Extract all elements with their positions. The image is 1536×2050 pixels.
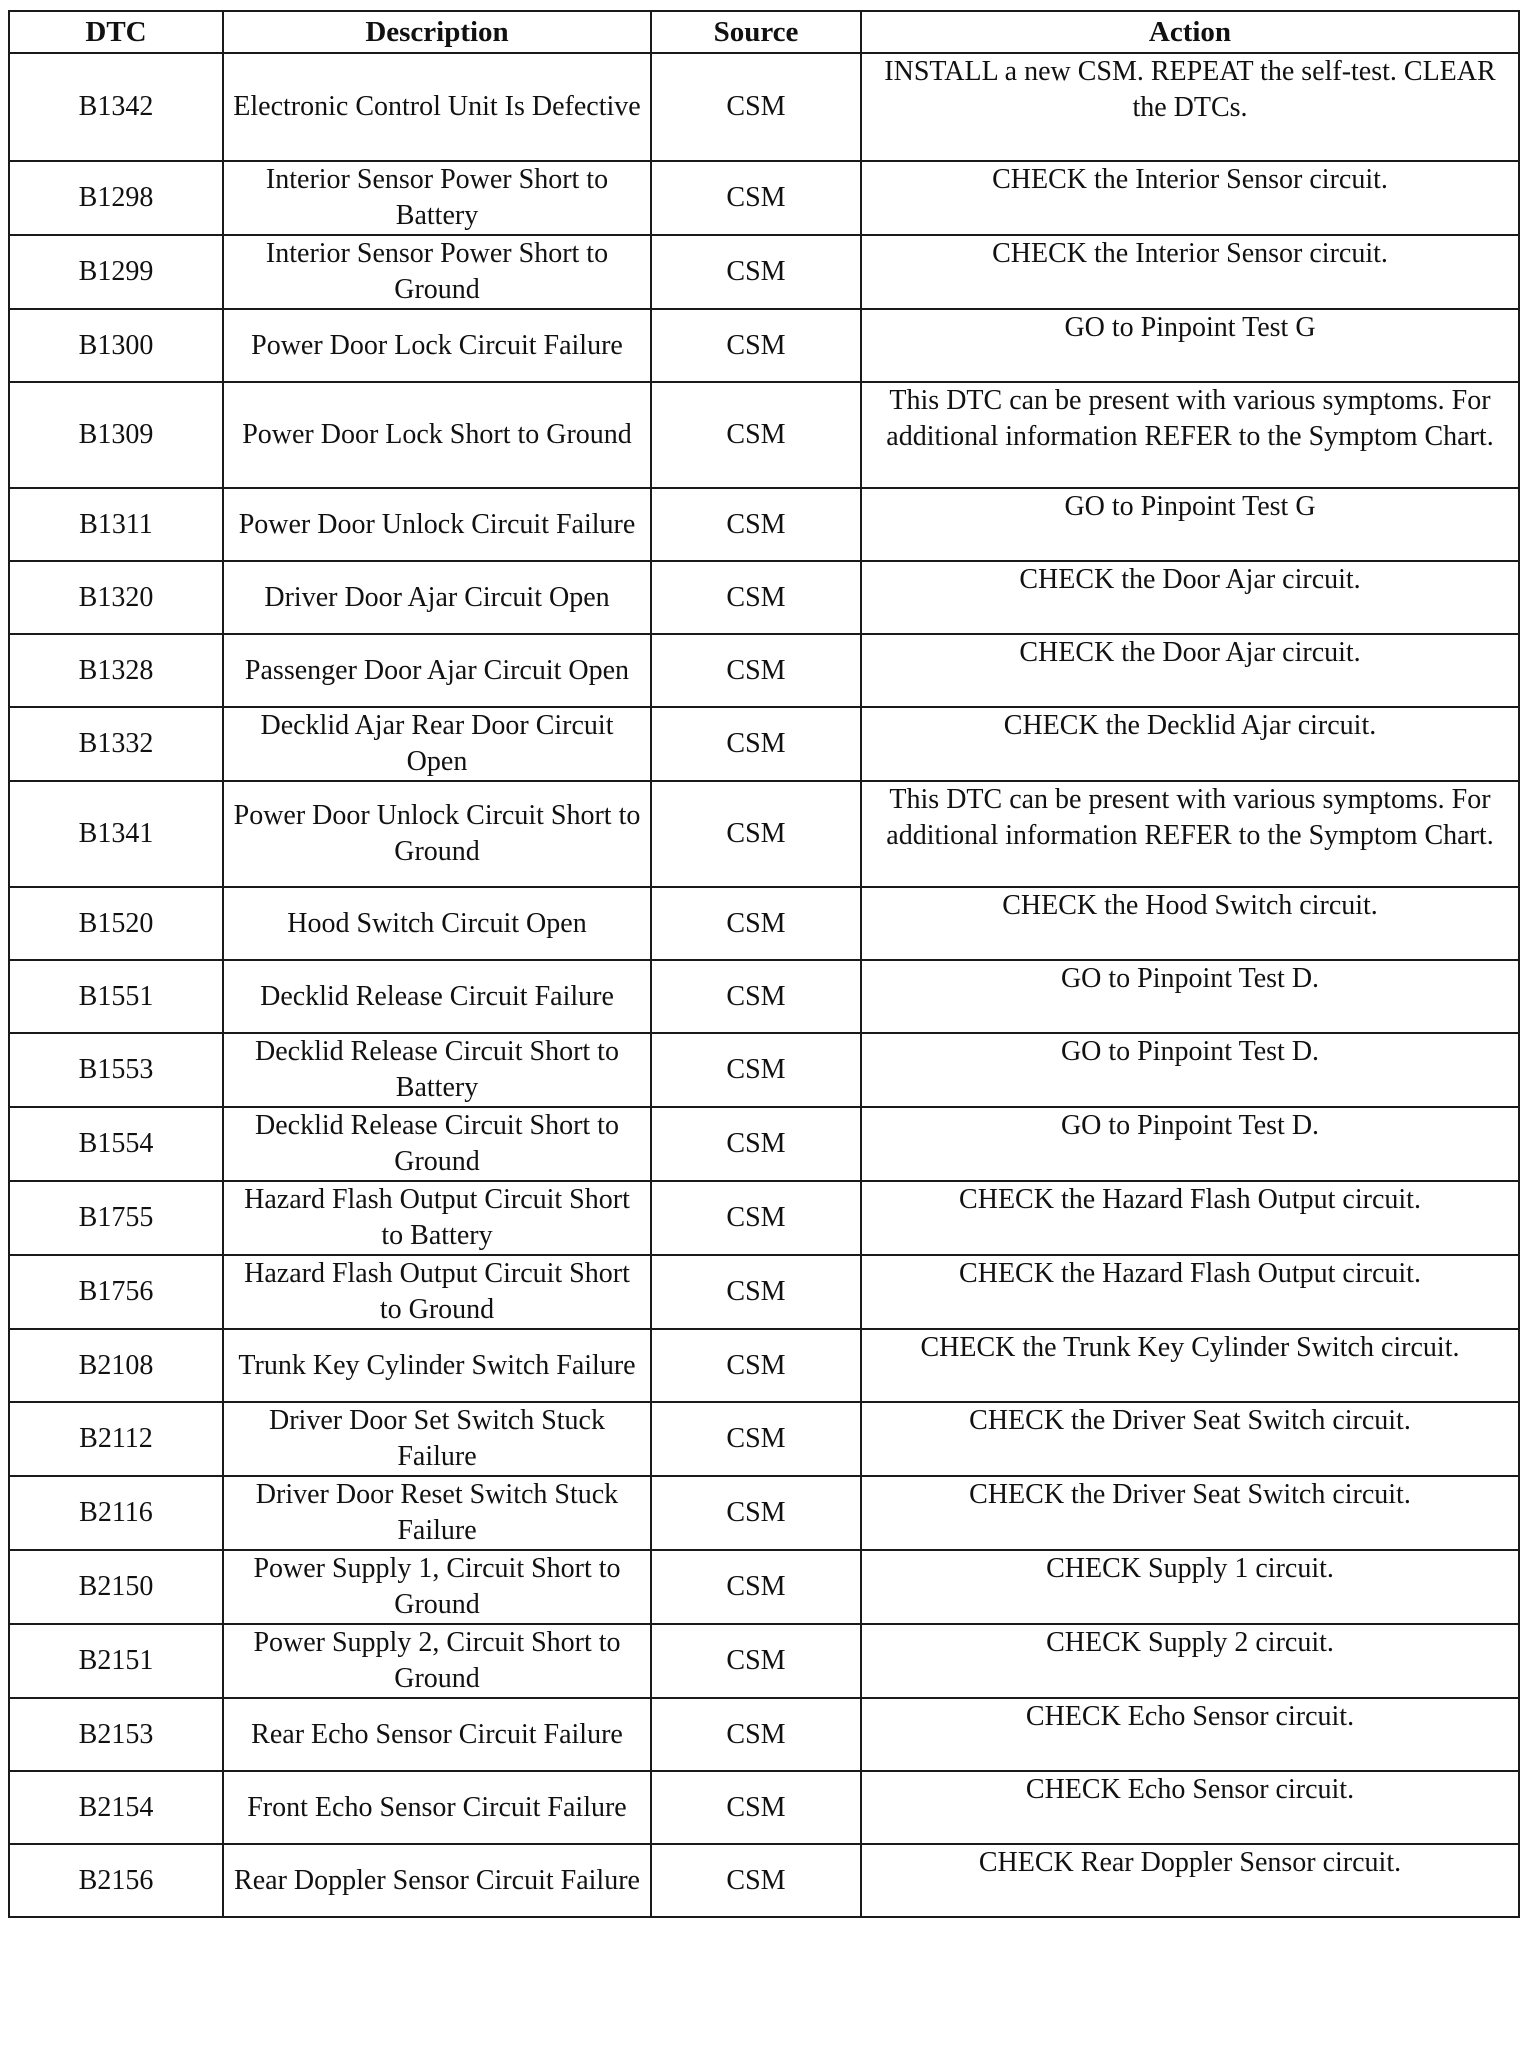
- dtc-source: CSM: [651, 1624, 861, 1698]
- dtc-description: Power Door Unlock Circuit Short to Ground: [223, 781, 651, 887]
- table-row: [9, 382, 1519, 488]
- dtc-code: B1520: [9, 887, 223, 960]
- dtc-action: GO to Pinpoint Test D.: [861, 1107, 1519, 1181]
- dtc-source: CSM: [651, 1550, 861, 1624]
- table-row: [9, 781, 1519, 887]
- dtc-description: Rear Doppler Sensor Circuit Failure: [223, 1844, 651, 1917]
- table-header: [9, 11, 1519, 53]
- dtc-source: CSM: [651, 382, 861, 488]
- dtc-source: CSM: [651, 161, 861, 235]
- dtc-source: CSM: [651, 561, 861, 634]
- dtc-source: CSM: [651, 634, 861, 707]
- dtc-action: INSTALL a new CSM. REPEAT the self-test. CLEAR the DTCs.: [861, 53, 1519, 161]
- header-action: Action: [861, 11, 1519, 53]
- dtc-action: This DTC can be present with various symptoms. For additional information REFER to the Symptom Chart.: [861, 781, 1519, 887]
- dtc-description: Power Door Lock Circuit Failure: [223, 309, 651, 382]
- dtc-code: B2108: [9, 1329, 223, 1402]
- dtc-source: CSM: [651, 1771, 861, 1844]
- dtc-code: B1554: [9, 1107, 223, 1181]
- dtc-source: CSM: [651, 1255, 861, 1329]
- dtc-action: GO to Pinpoint Test G: [861, 309, 1519, 382]
- dtc-description: Driver Door Reset Switch Stuck Failure: [223, 1476, 651, 1550]
- dtc-source: CSM: [651, 235, 861, 309]
- dtc-description: Hood Switch Circuit Open: [223, 887, 651, 960]
- dtc-description: Electronic Control Unit Is Defective: [223, 53, 651, 161]
- table-row: [9, 1329, 1519, 1402]
- dtc-code: B1300: [9, 309, 223, 382]
- dtc-description: Driver Door Set Switch Stuck Failure: [223, 1402, 651, 1476]
- dtc-action: CHECK the Hood Switch circuit.: [861, 887, 1519, 960]
- dtc-description: Front Echo Sensor Circuit Failure: [223, 1771, 651, 1844]
- dtc-code: B1756: [9, 1255, 223, 1329]
- dtc-action: CHECK the Driver Seat Switch circuit.: [861, 1402, 1519, 1476]
- dtc-action: CHECK Rear Doppler Sensor circuit.: [861, 1844, 1519, 1917]
- dtc-code: B1298: [9, 161, 223, 235]
- dtc-description: Passenger Door Ajar Circuit Open: [223, 634, 651, 707]
- dtc-code: B1299: [9, 235, 223, 309]
- dtc-source: CSM: [651, 1844, 861, 1917]
- dtc-code: B1332: [9, 707, 223, 781]
- dtc-description: Decklid Release Circuit Failure: [223, 960, 651, 1033]
- dtc-description: Interior Sensor Power Short to Ground: [223, 235, 651, 309]
- table-row: [9, 309, 1519, 382]
- table-row: [9, 235, 1519, 309]
- dtc-code: B2112: [9, 1402, 223, 1476]
- dtc-description: Hazard Flash Output Circuit Short to Battery: [223, 1181, 651, 1255]
- table-row: [9, 960, 1519, 1033]
- dtc-source: CSM: [651, 1181, 861, 1255]
- dtc-description: Power Door Unlock Circuit Failure: [223, 488, 651, 561]
- dtc-source: CSM: [651, 960, 861, 1033]
- dtc-source: CSM: [651, 1107, 861, 1181]
- table-row: [9, 1107, 1519, 1181]
- dtc-code: B1328: [9, 634, 223, 707]
- dtc-action: GO to Pinpoint Test G: [861, 488, 1519, 561]
- dtc-description: Decklid Ajar Rear Door Circuit Open: [223, 707, 651, 781]
- table-row: [9, 53, 1519, 161]
- dtc-action: CHECK the Hazard Flash Output circuit.: [861, 1181, 1519, 1255]
- dtc-action: CHECK Echo Sensor circuit.: [861, 1698, 1519, 1771]
- header-row: [9, 11, 1519, 53]
- dtc-source: CSM: [651, 781, 861, 887]
- dtc-description: Power Supply 2, Circuit Short to Ground: [223, 1624, 651, 1698]
- dtc-code: B2151: [9, 1624, 223, 1698]
- dtc-action: GO to Pinpoint Test D.: [861, 960, 1519, 1033]
- table-row: [9, 1033, 1519, 1107]
- dtc-action: GO to Pinpoint Test D.: [861, 1033, 1519, 1107]
- table-row: [9, 1181, 1519, 1255]
- header-dtc: DTC: [9, 11, 223, 53]
- table-row: [9, 561, 1519, 634]
- table-row: [9, 1255, 1519, 1329]
- dtc-action: CHECK the Door Ajar circuit.: [861, 634, 1519, 707]
- table-body: [9, 53, 1519, 1917]
- table-row: [9, 707, 1519, 781]
- dtc-code: B2153: [9, 1698, 223, 1771]
- dtc-code: B1342: [9, 53, 223, 161]
- dtc-description: Decklid Release Circuit Short to Ground: [223, 1107, 651, 1181]
- dtc-action: CHECK the Trunk Key Cylinder Switch circuit.: [861, 1329, 1519, 1402]
- table-row: [9, 1771, 1519, 1844]
- table-row: [9, 634, 1519, 707]
- table-row: [9, 887, 1519, 960]
- dtc-action: CHECK Echo Sensor circuit.: [861, 1771, 1519, 1844]
- dtc-source: CSM: [651, 309, 861, 382]
- dtc-action: CHECK the Door Ajar circuit.: [861, 561, 1519, 634]
- dtc-code: B2156: [9, 1844, 223, 1917]
- dtc-action: CHECK the Interior Sensor circuit.: [861, 235, 1519, 309]
- dtc-code: B1755: [9, 1181, 223, 1255]
- dtc-action: CHECK the Decklid Ajar circuit.: [861, 707, 1519, 781]
- dtc-action: CHECK the Interior Sensor circuit.: [861, 161, 1519, 235]
- dtc-code: B1551: [9, 960, 223, 1033]
- dtc-description: Driver Door Ajar Circuit Open: [223, 561, 651, 634]
- dtc-code: B1553: [9, 1033, 223, 1107]
- table-row: [9, 1550, 1519, 1624]
- dtc-source: CSM: [651, 707, 861, 781]
- table-row: [9, 1844, 1519, 1917]
- dtc-description: Rear Echo Sensor Circuit Failure: [223, 1698, 651, 1771]
- table-row: [9, 161, 1519, 235]
- dtc-description: Interior Sensor Power Short to Battery: [223, 161, 651, 235]
- dtc-source: CSM: [651, 1402, 861, 1476]
- dtc-code: B1309: [9, 382, 223, 488]
- dtc-action: CHECK the Driver Seat Switch circuit.: [861, 1476, 1519, 1550]
- dtc-description: Power Door Lock Short to Ground: [223, 382, 651, 488]
- dtc-table: [8, 10, 1520, 1918]
- dtc-action: This DTC can be present with various symptoms. For additional information REFER to the Symptom Chart.: [861, 382, 1519, 488]
- dtc-source: CSM: [651, 1033, 861, 1107]
- dtc-code: B2116: [9, 1476, 223, 1550]
- dtc-source: CSM: [651, 887, 861, 960]
- dtc-description: Decklid Release Circuit Short to Battery: [223, 1033, 651, 1107]
- table-row: [9, 1698, 1519, 1771]
- header-description: Description: [223, 11, 651, 53]
- dtc-source: CSM: [651, 1329, 861, 1402]
- header-source: Source: [651, 11, 861, 53]
- dtc-action: CHECK Supply 2 circuit.: [861, 1624, 1519, 1698]
- table-row: [9, 1402, 1519, 1476]
- dtc-description: Hazard Flash Output Circuit Short to Ground: [223, 1255, 651, 1329]
- dtc-code: B1320: [9, 561, 223, 634]
- dtc-source: CSM: [651, 1698, 861, 1771]
- dtc-source: CSM: [651, 1476, 861, 1550]
- dtc-description: Power Supply 1, Circuit Short to Ground: [223, 1550, 651, 1624]
- dtc-source: CSM: [651, 488, 861, 561]
- dtc-source: CSM: [651, 53, 861, 161]
- dtc-description: Trunk Key Cylinder Switch Failure: [223, 1329, 651, 1402]
- dtc-code: B1341: [9, 781, 223, 887]
- dtc-action: CHECK Supply 1 circuit.: [861, 1550, 1519, 1624]
- table-row: [9, 1624, 1519, 1698]
- table-row: [9, 1476, 1519, 1550]
- dtc-code: B1311: [9, 488, 223, 561]
- dtc-code: B2150: [9, 1550, 223, 1624]
- dtc-code: B2154: [9, 1771, 223, 1844]
- table-row: [9, 488, 1519, 561]
- dtc-action: CHECK the Hazard Flash Output circuit.: [861, 1255, 1519, 1329]
